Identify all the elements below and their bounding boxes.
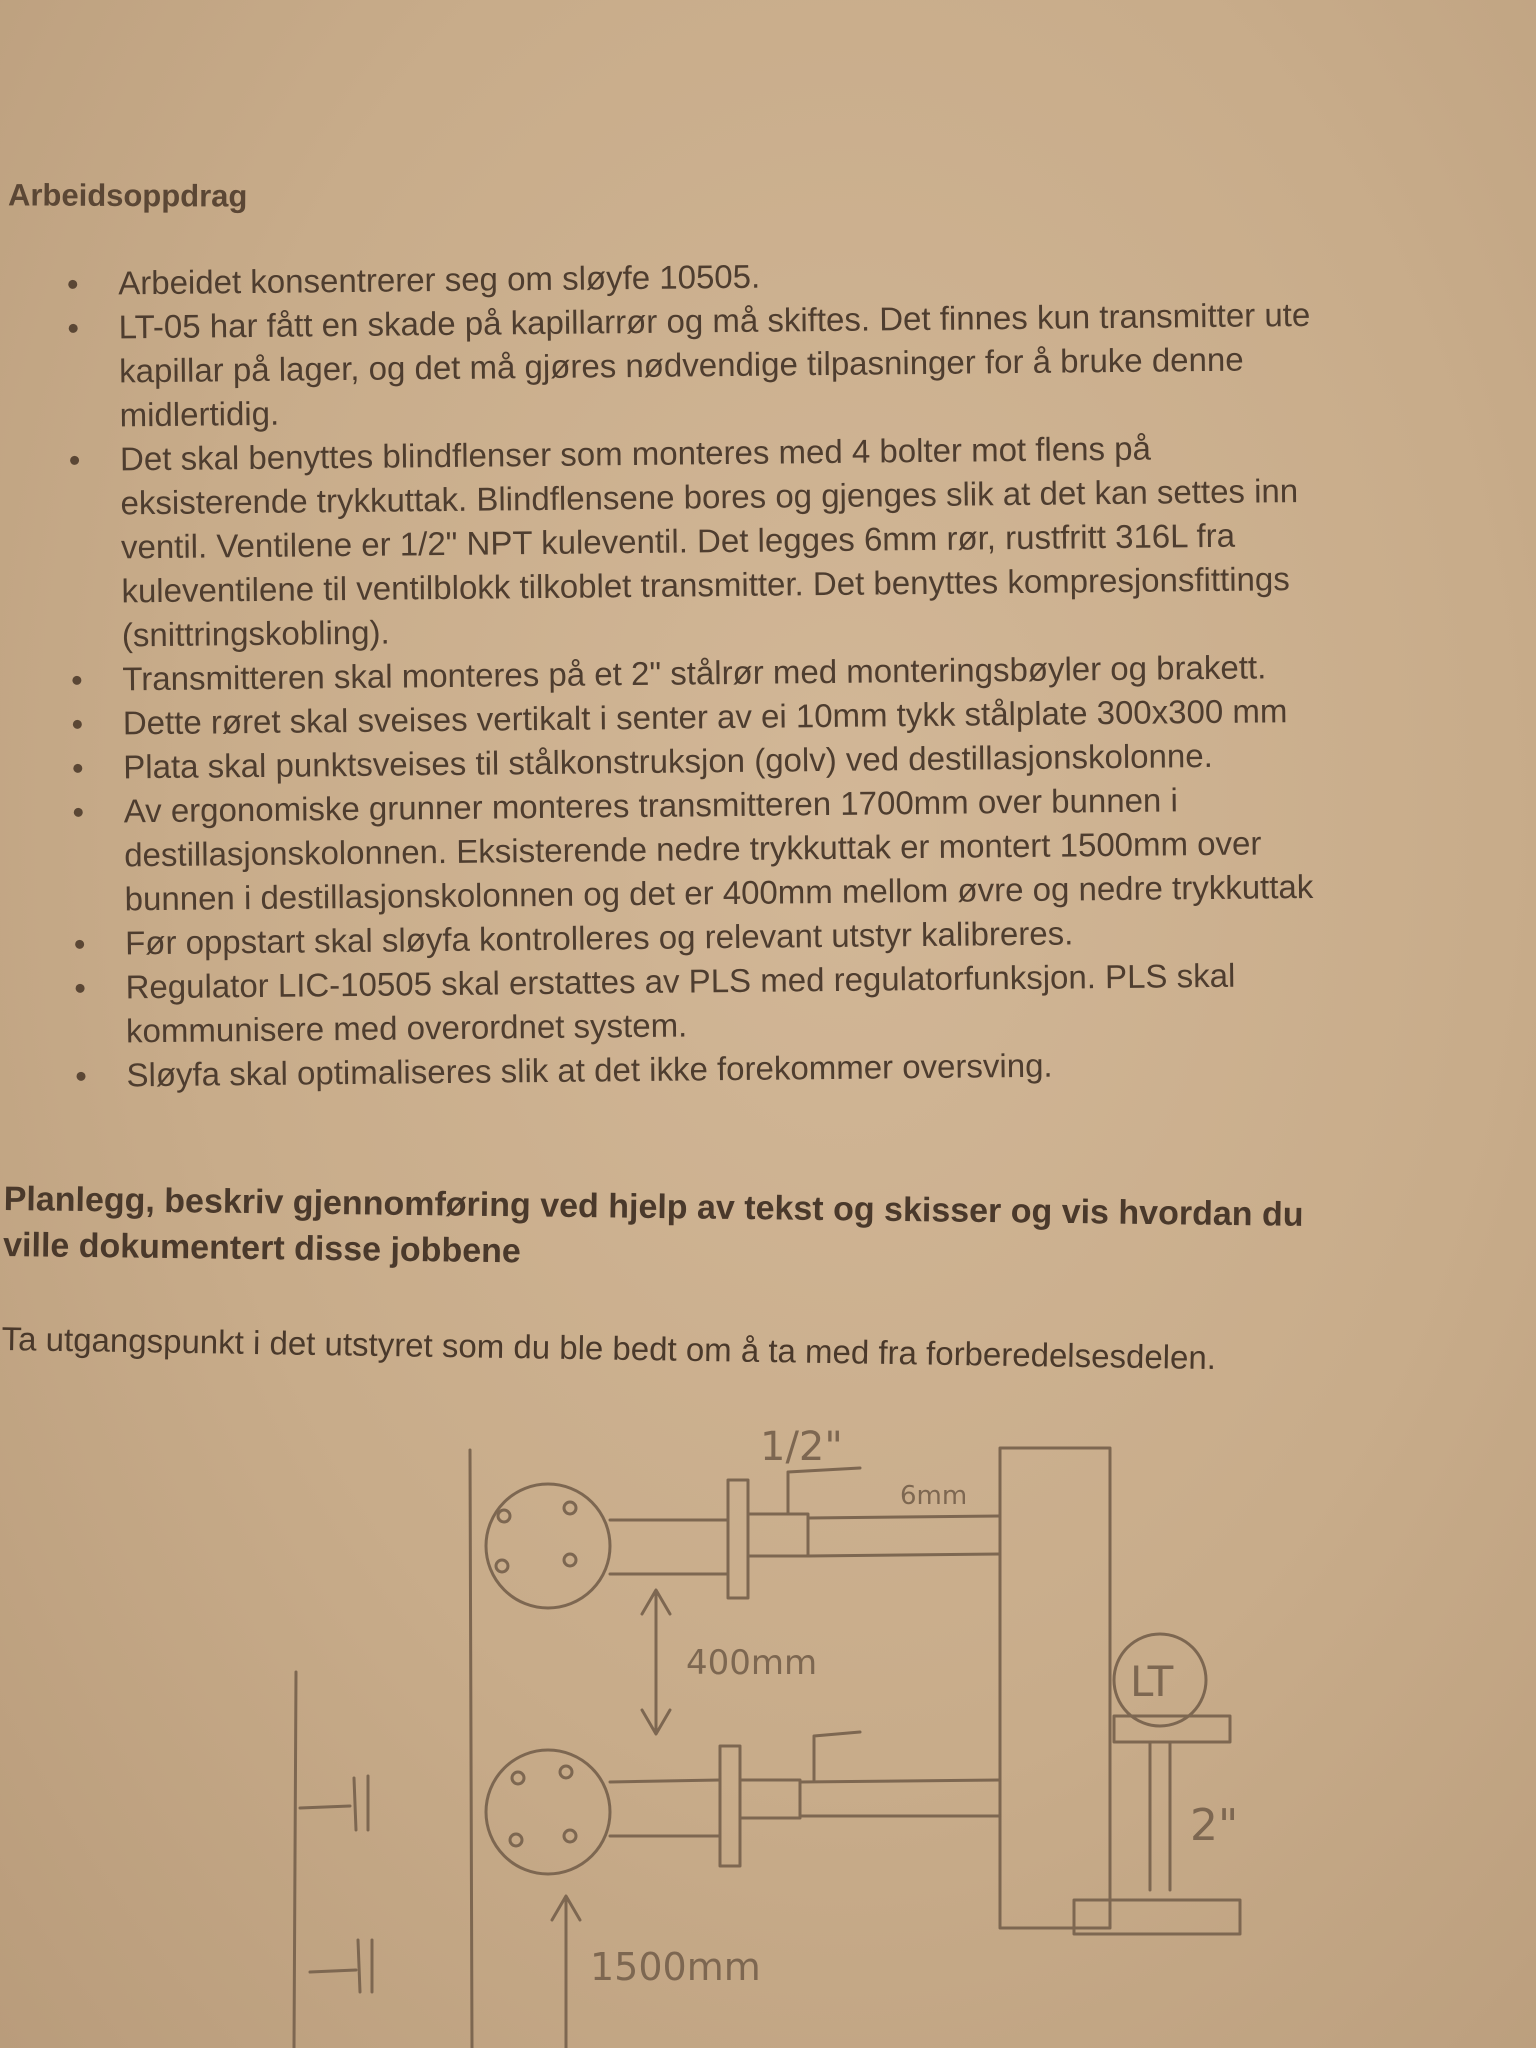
bullet-item — [62, 423, 1536, 658]
bullet-list — [60, 247, 1536, 1098]
tube-size-label: 6mm — [900, 1481, 968, 1511]
bullet-text: Av ergonomiske grunner monteres transmitteren 1700mm over bunnen i destillasjonskolonnen. Eksisterende nedre trykkuttak er montert 1500mm over bunnen i destillasjonskolonnen og det er 400mm mellom øvre og nedre trykkuttak — [123, 781, 1314, 918]
bullet-dot-icon — [73, 764, 82, 773]
bullet-item — [66, 775, 1536, 922]
pipe-size-label: 2" — [1190, 1800, 1239, 1851]
instruction-note: Ta utgangspunkt i det utstyret som du ble bedt om å ta med fra forberedelsesdelen. — [1, 1320, 1217, 1377]
valve-size-label: 1/2" — [760, 1424, 843, 1470]
mounting-bracket — [1114, 1716, 1230, 1742]
bullet-text: Før oppstart skal sløyfa kontrolleres og relevant utstyr kalibreres. — [124, 914, 1074, 962]
ladder-marks — [300, 1776, 372, 1992]
distance-arrow-icon — [642, 1590, 670, 1734]
upper-tube — [808, 1516, 1000, 1556]
upper-flange-icon — [486, 1484, 610, 1608]
bullet-dot-icon — [68, 280, 77, 289]
lower-nozzle — [610, 1780, 720, 1836]
bullet-dot-icon — [69, 324, 78, 333]
bullet-item — [67, 951, 1536, 1054]
bullet-dot-icon — [73, 720, 82, 729]
column-right-wall — [294, 1672, 296, 2048]
valve-block — [1000, 1448, 1110, 1928]
column-left-wall — [470, 1450, 472, 2048]
bullet-dot-icon — [75, 940, 84, 949]
bullet-dot-icon — [76, 984, 85, 993]
bullet-text: Arbeidet konsentrerer seg om sløyfe 10505. — [118, 257, 761, 302]
bullet-item — [60, 291, 1536, 438]
sketch-drawing — [0, 1380, 1536, 2048]
height-arrow-icon — [552, 1896, 580, 2048]
bullet-text: Dette røret skal sveises vertikalt i senter av ei 10mm tykk stålplate 300x300 mm — [122, 692, 1288, 742]
bullet-dot-icon — [76, 1072, 85, 1081]
bullet-text: Regulator LIC-10505 skal erstattes av PLS med regulatorfunksjon. PLS skal kommunisere med overordnet system. — [125, 956, 1236, 1050]
bullet-text: Sløyfa skal optimaliseres slik at det ikke forekommer oversving. — [126, 1046, 1053, 1094]
bullet-dot-icon — [72, 676, 81, 685]
height-label: 1500mm — [590, 1945, 761, 1989]
hand-drawn-sketch — [0, 1380, 1536, 2048]
bullet-text: LT-05 har fått en skade på kapillarrør og må skiftes. Det finnes kun transmitter ute kapillar på lager, og det må gjøres nødvendige tilpasninger for å bruke denne midlertidig. — [118, 295, 1311, 434]
support-pipe — [1150, 1742, 1170, 1890]
task-instruction: Planlegg, beskriv gjennomføring ved hjelp av tekst og skisser og vis hvordan du ville dokumentert disse jobbene — [2, 1179, 1304, 1271]
distance-label: 400mm — [686, 1643, 818, 1683]
bullet-text: Det skal benyttes blindflenser som monteres med 4 bolter mot flens på eksisterende trykkuttak. Blindflensene bores og gjenges slik at det kan settes inn ventil. Ventilene er 1/2" NPT kuleventil. Det legges 6mm rør, rustfritt 316L fra kuleventilene til ventilblokk tilkoblet transmitter. Det benyttes kompresjonsfittings (snittringskobling). — [119, 429, 1299, 654]
lower-flange-icon — [486, 1750, 610, 1874]
transmitter-label: LT — [1130, 1657, 1174, 1706]
upper-nozzle — [610, 1520, 728, 1574]
section-heading: Arbeidsoppdrag — [7, 177, 248, 214]
bullet-text: Transmitteren skal monteres på et 2" stålrør med monteringsbøyler og brakett. — [122, 648, 1267, 698]
bullet-dot-icon — [70, 456, 79, 465]
upper-valve-icon — [728, 1480, 748, 1598]
bullet-dot-icon — [74, 808, 83, 817]
bullet-text: Plata skal punktsveises til stålkonstruksjon (golv) ved destillasjonskolonne. — [123, 736, 1213, 786]
lower-valve-icon — [720, 1746, 740, 1866]
lower-tube — [800, 1780, 1000, 1816]
